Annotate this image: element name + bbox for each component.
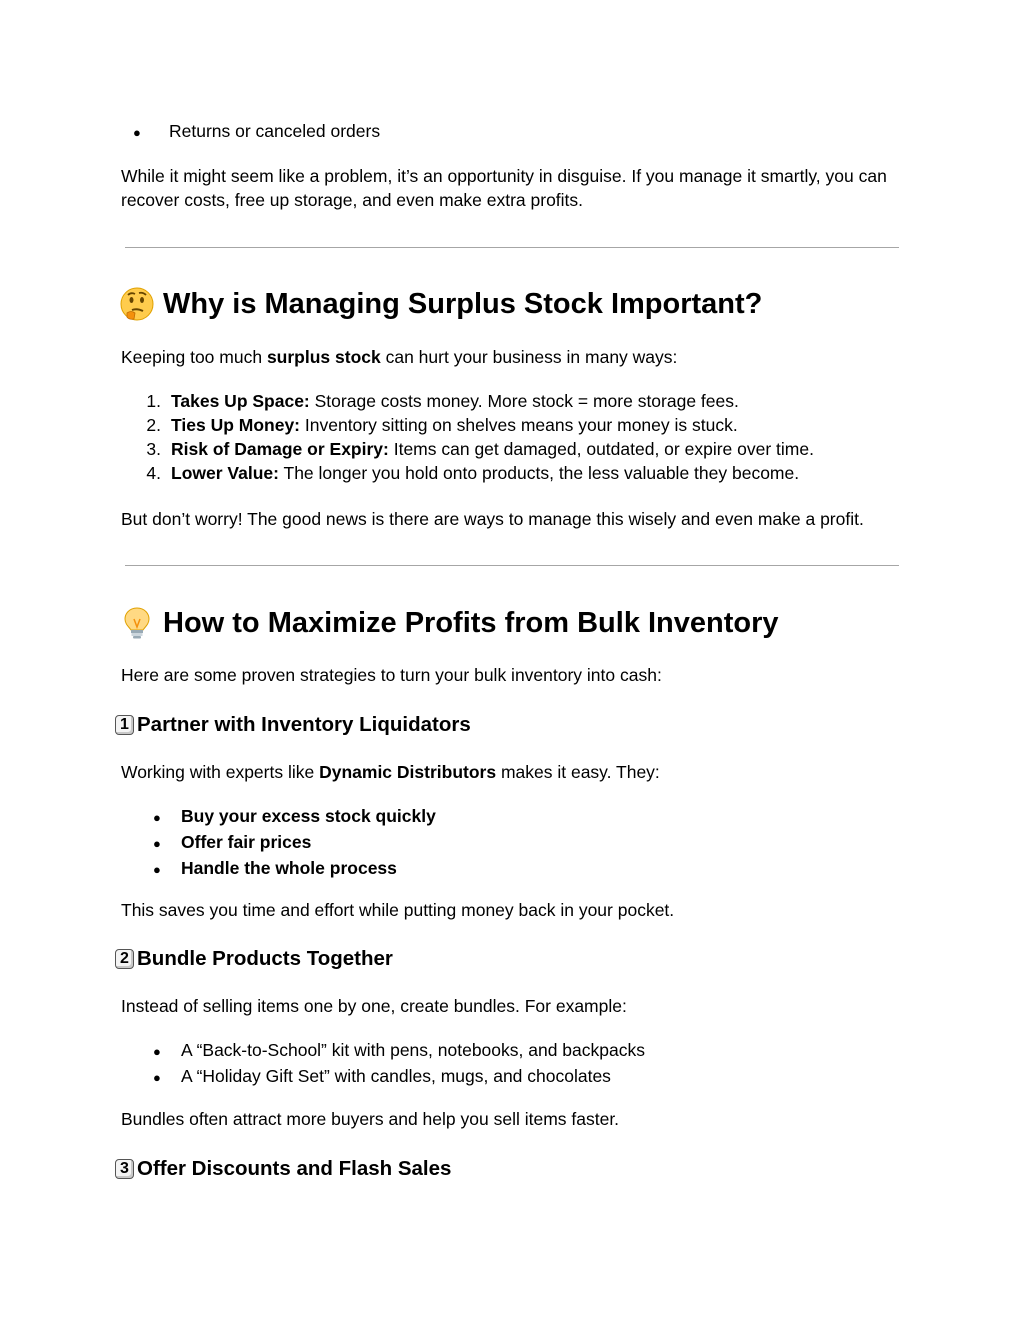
numbered-list xyxy=(121,389,814,485)
keycap-3-icon: 3 xyxy=(115,1159,134,1179)
bullet-icon: ● xyxy=(153,810,161,825)
bullet-icon: ● xyxy=(153,1044,161,1059)
intro-paragraph: While it might seem like a problem, it’s an opportunity in disguise. If you manage it smartly, you can recover costs, free up storage, and even make extra profits. xyxy=(121,166,887,210)
bullet-list xyxy=(121,804,436,882)
bullet-icon: ● xyxy=(153,862,161,877)
subsection-title: Offer Discounts and Flash Sales xyxy=(137,1157,452,1180)
list-item: ● A “Holiday Gift Set” with candles, mugs, and chocolates xyxy=(121,1064,645,1090)
section-title: Why is Managing Surplus Stock Important? xyxy=(163,288,763,320)
subsection-heading xyxy=(115,711,471,739)
subsection-title: Bundle Products Together xyxy=(137,947,393,970)
keycap-1-icon: 1 xyxy=(115,715,134,735)
subsection-heading xyxy=(115,945,393,973)
bullet-icon: ● xyxy=(153,836,161,851)
bullet-list xyxy=(121,1038,645,1090)
section-title: How to Maximize Profits from Bulk Inventory xyxy=(163,607,779,639)
bullet-icon: ● xyxy=(133,125,141,140)
list-item: ● Buy your excess stock quickly xyxy=(121,804,436,830)
list-item: ● Handle the whole process xyxy=(121,856,436,882)
section-heading xyxy=(119,605,779,641)
section-heading xyxy=(119,286,762,322)
list-item: 3. Risk of Damage or Expiry: Items can get damaged, outdated, or expire over time. xyxy=(146,439,814,459)
divider xyxy=(125,247,899,248)
light-bulb-icon xyxy=(119,605,155,641)
list-item: ● A “Back-to-School” kit with pens, notebooks, and backpacks xyxy=(121,1038,645,1064)
section-closing: But don’t worry! The good news is there are ways to manage this wisely and even make a profit. xyxy=(121,509,864,529)
thinking-face-icon xyxy=(119,286,155,322)
subsection-title: Partner with Inventory Liquidators xyxy=(137,713,471,736)
subsection-closing: Bundles often attract more buyers and help you sell items faster. xyxy=(121,1109,620,1129)
list-item: 1. Takes Up Space: Storage costs money. More stock = more storage fees. xyxy=(146,391,739,411)
list-item: ● Offer fair prices xyxy=(121,830,436,856)
divider xyxy=(125,565,899,566)
list-item-text: Returns or canceled orders xyxy=(169,121,381,141)
list-item: 2. Ties Up Money: Inventory sitting on shelves means your money is stuck. xyxy=(146,415,738,435)
subsection-lead: Working with experts like Dynamic Distributors makes it easy. They: xyxy=(121,762,660,782)
section-lead: Here are some proven strategies to turn your bulk inventory into cash: xyxy=(121,665,662,685)
subsection-closing: This saves you time and effort while putting money back in your pocket. xyxy=(121,900,675,920)
section-lead: Keeping too much surplus stock can hurt your business in many ways: xyxy=(121,347,678,367)
bullet-icon: ● xyxy=(153,1070,161,1085)
subsection-heading xyxy=(115,1155,451,1183)
list-item: 4. Lower Value: The longer you hold onto products, the less valuable they become. xyxy=(146,463,800,483)
keycap-2-icon: 2 xyxy=(115,949,134,969)
subsection-lead: Instead of selling items one by one, create bundles. For example: xyxy=(121,996,627,1016)
list-item xyxy=(121,119,380,145)
